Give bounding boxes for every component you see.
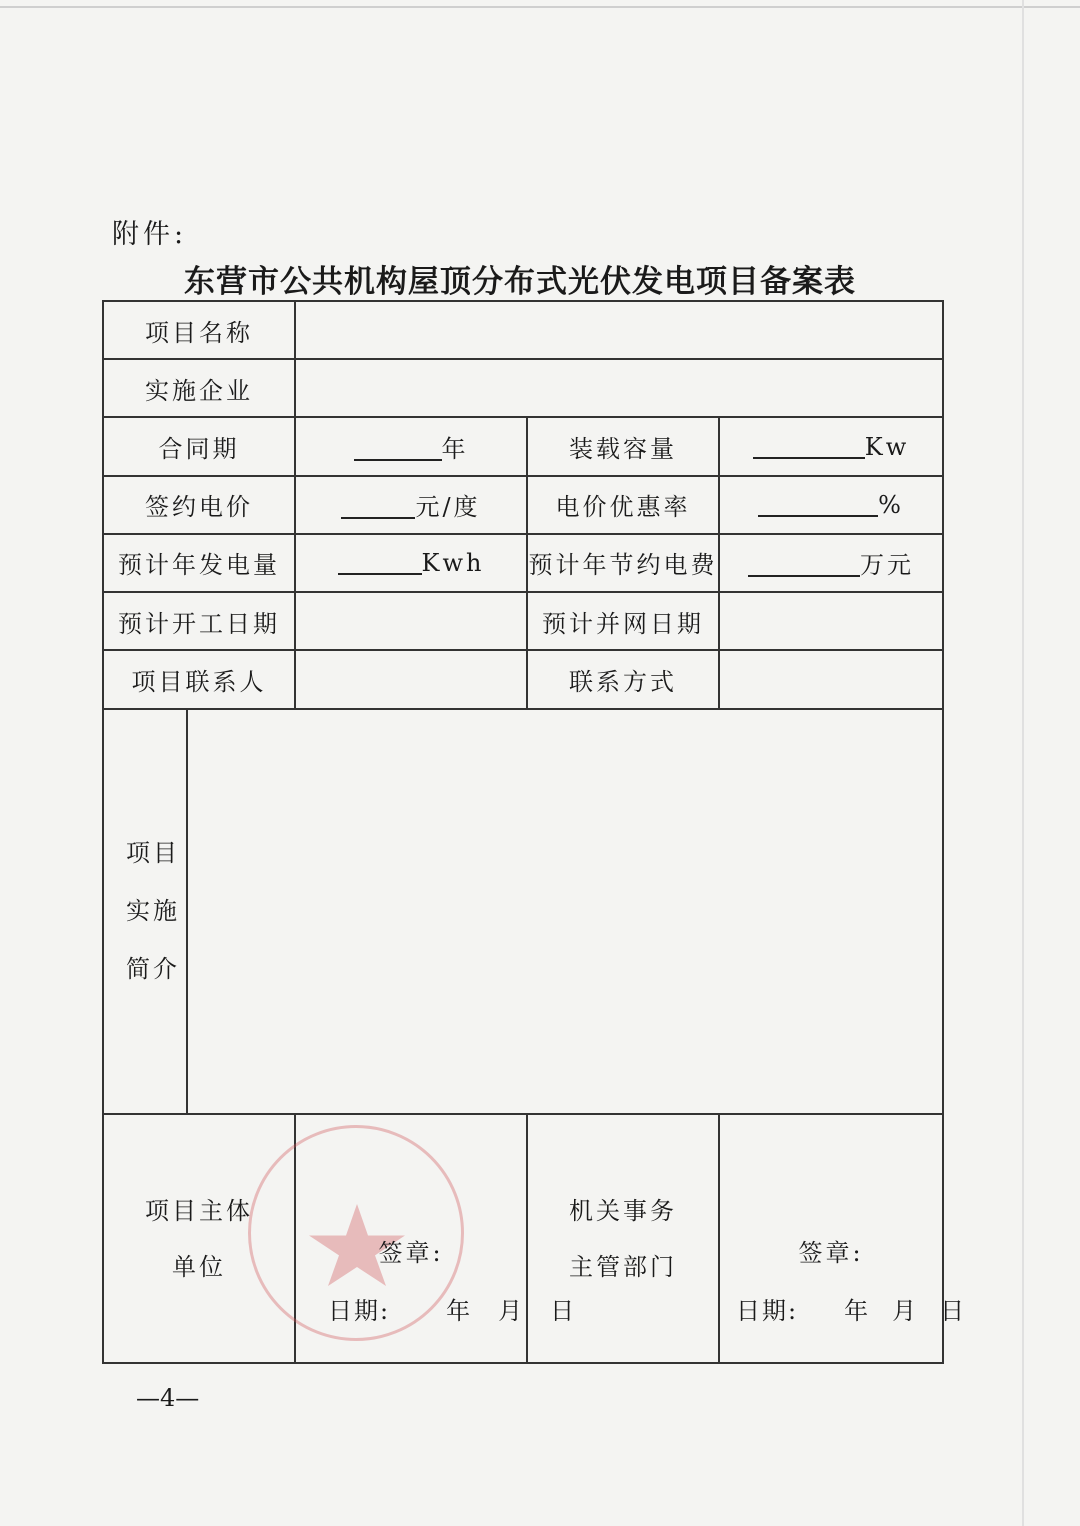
authority-seal-label: 签章: — [798, 1239, 864, 1268]
entity-date-line — [328, 1291, 576, 1326]
annual-generation-field[interactable] — [295, 534, 527, 592]
discount-rate-label: 电价优惠率 — [527, 476, 719, 534]
fill-blank — [354, 458, 442, 461]
fill-blank — [748, 574, 860, 577]
table-row — [103, 534, 943, 592]
date-day: 日 — [940, 1297, 967, 1326]
date-month: 月 — [498, 1297, 525, 1326]
scan-fold-line — [1022, 0, 1024, 1526]
contract-period-unit: 年 — [441, 435, 469, 464]
page-number: —4— — [136, 1384, 200, 1412]
table-row — [103, 359, 943, 417]
authority-label-line: 机关事务 — [569, 1196, 677, 1225]
annual-savings-field[interactable] — [719, 534, 943, 592]
table-row — [103, 1114, 943, 1363]
fill-blank — [338, 572, 422, 575]
contact-method-label: 联系方式 — [527, 650, 719, 708]
discount-rate-unit: % — [878, 490, 904, 519]
contract-price-label: 签约电价 — [103, 476, 295, 534]
date-label: 日期: — [328, 1297, 391, 1326]
project-name-field[interactable] — [295, 301, 943, 359]
annual-generation-unit: Kwh — [421, 548, 485, 577]
date-month: 月 — [892, 1297, 919, 1326]
authority-label-line: 主管部门 — [569, 1252, 677, 1281]
authority-date-line — [736, 1291, 966, 1326]
scan-top-edge — [0, 6, 1080, 8]
start-date-label: 预计开工日期 — [103, 592, 295, 650]
entity-label-line: 单位 — [172, 1252, 226, 1281]
entity-signature-cell[interactable] — [295, 1114, 577, 1363]
grid-date-label: 预计并网日期 — [527, 592, 719, 650]
contact-method-field[interactable] — [719, 650, 943, 708]
installed-capacity-label: 装载容量 — [527, 417, 719, 475]
annual-generation-label: 预计年发电量 — [103, 534, 295, 592]
implementing-company-label: 实施企业 — [103, 359, 295, 417]
start-date-field[interactable] — [295, 592, 527, 650]
table-row — [103, 476, 943, 534]
table-row — [103, 417, 943, 475]
contact-person-field[interactable] — [295, 650, 527, 708]
entity-label-line: 项目主体 — [145, 1196, 253, 1225]
project-intro-label — [103, 709, 187, 1115]
authority-signature-cell[interactable] — [719, 1114, 967, 1363]
discount-rate-field[interactable] — [719, 476, 943, 534]
fill-blank — [341, 516, 415, 519]
filing-form-table — [102, 300, 967, 1364]
date-label: 日期: — [736, 1297, 799, 1326]
entity-seal-label: 签章: — [378, 1239, 444, 1268]
project-name-label: 项目名称 — [103, 301, 295, 359]
contract-period-field[interactable] — [295, 417, 527, 475]
date-year: 年 — [446, 1297, 473, 1326]
contact-person-label: 项目联系人 — [103, 650, 295, 708]
grid-date-field[interactable] — [719, 592, 943, 650]
intro-label-line: 实施 — [126, 897, 180, 926]
table-row — [103, 301, 943, 359]
table-row — [103, 650, 943, 708]
contract-price-field[interactable] — [295, 476, 527, 534]
intro-label-line: 项目 — [126, 839, 180, 868]
fill-blank — [753, 456, 865, 459]
table-row — [103, 709, 943, 1115]
contract-period-label: 合同期 — [103, 417, 295, 475]
installed-capacity-unit: Kw — [864, 432, 910, 461]
fill-blank — [758, 514, 878, 517]
table-row — [103, 592, 943, 650]
project-intro-field[interactable] — [187, 709, 943, 1115]
document-title: 东营市公共机构屋顶分布式光伏发电项目备案表 — [184, 264, 856, 300]
contract-price-unit: 元/度 — [415, 493, 481, 522]
implementing-company-field[interactable] — [295, 359, 943, 417]
annual-savings-label: 预计年节约电费 — [527, 534, 719, 592]
date-year: 年 — [844, 1297, 871, 1326]
annual-savings-unit: 万元 — [860, 551, 915, 580]
intro-label-line: 简介 — [126, 955, 180, 984]
installed-capacity-field[interactable] — [719, 417, 943, 475]
attachment-label: 附件: — [112, 219, 188, 250]
date-day: 日 — [550, 1297, 577, 1326]
